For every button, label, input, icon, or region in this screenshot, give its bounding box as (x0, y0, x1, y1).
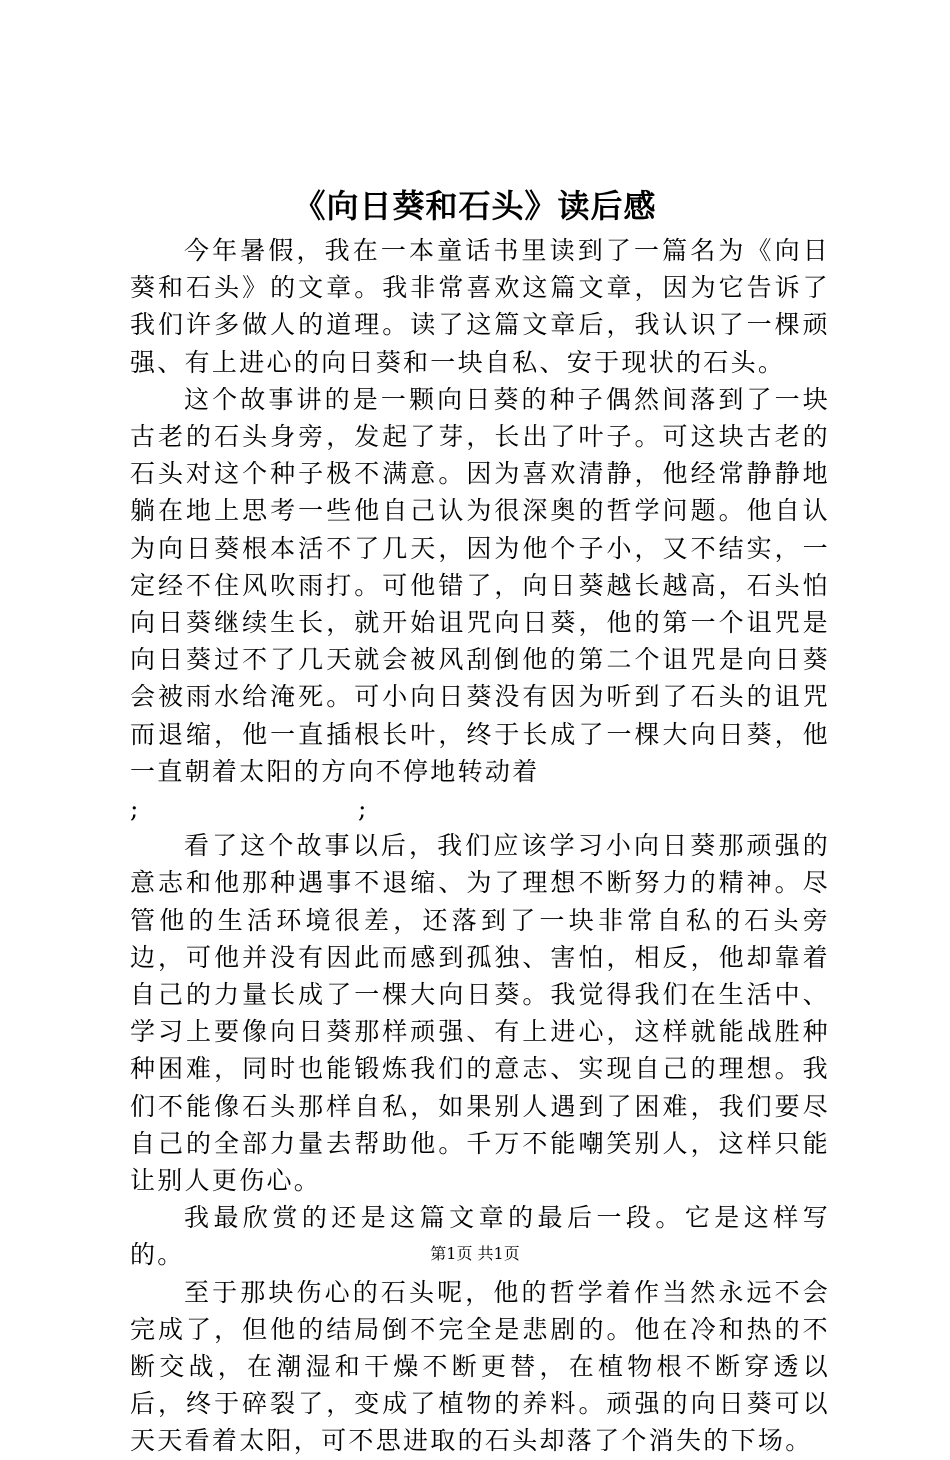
document-title: 《向日葵和石头》读后感 (293, 187, 657, 225)
paragraph-favorite: 我最欣赏的还是这篇文章的最后一段。它是这样写的。 (130, 1203, 830, 1270)
document-body (130, 232, 830, 1460)
semicolon-mark: ; (130, 794, 141, 824)
semicolon-line (130, 790, 830, 827)
page-footer: 第1页 共1页 (430, 1244, 520, 1263)
paragraph-reflection: 看了这个故事以后，我们应该学习小向日葵那顽强的意志和他那种遇事不退缩、为了理想不断努力的精神。尽管他的生活环境很差，还落到了一块非常自私的石头旁边，可他并没有因此而感到孤独、害怕，相反，他却靠着自己的力量长成了一棵大向日葵。我觉得我们在生活中、学习上要像向日葵那样顽强、有上进心，这样就能战胜种种困难，同时也能锻炼我们的意志、实现自己的理想。我们不能像石头那样自私，如果别人遇到了困难，我们要尽自己的全部力量去帮助他。千万不能嘲笑别人，这样只能让别人更伤心。 (130, 831, 830, 1196)
semicolon-mark: ; (358, 794, 369, 824)
paragraph-intro: 今年暑假，我在一本童话书里读到了一篇名为《向日葵和石头》的文章。我非常喜欢这篇文章，因为它告诉了我们许多做人的道理。读了这篇文章后，我认识了一棵顽强、有上进心的向日葵和一块自私、安于现状的石头。 (130, 236, 830, 377)
paragraph-story: 这个故事讲的是一颗向日葵的种子偶然间落到了一块古老的石头身旁，发起了芽，长出了叶子。可这块古老的石头对这个种子极不满意。因为喜欢清静，他经常静静地躺在地上思考一些他自己认为很深奥的哲学问题。他自认为向日葵根本活不了几天，因为他个子小，又不结实，一定经不住风吹雨打。可他错了，向日葵越长越高，石头怕向日葵继续生长，就开始诅咒向日葵，他的第一个诅咒是向日葵过不了几天就会被风刮倒他的第二个诅咒是向日葵会被雨水给淹死。可小向日葵没有因为听到了石头的诅咒而退缩，他一直插根长叶，终于长成了一棵大向日葵，他一直朝着太阳的方向不停地转动着 (130, 384, 830, 786)
paragraph-ending: 至于那块伤心的石头呢，他的哲学着作当然永远不会完成了，但他的结局倒不完全是悲剧的。他在冷和热的不断交战，在潮湿和干燥不断更替，在植物根不断穿透以后，终于碎裂了，变成了植物的养料。顽强的向日葵可以天天看着太阳，可不思进取的石头却落了个消失的下场。 (130, 1277, 830, 1456)
